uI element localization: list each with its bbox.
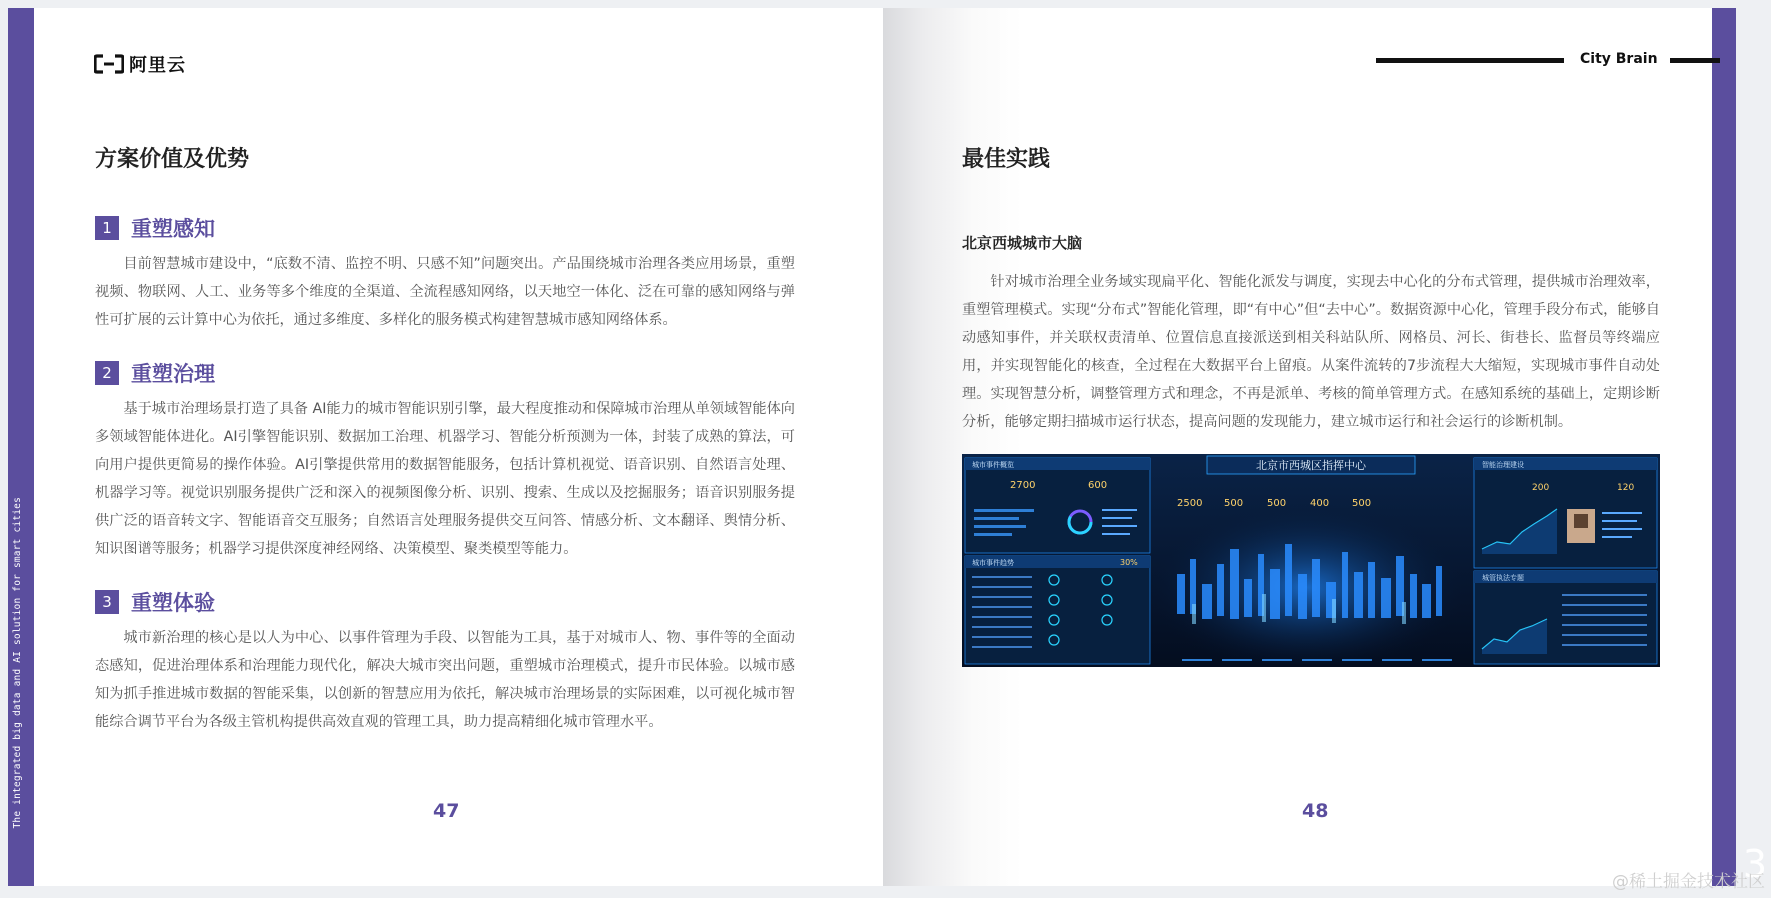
dashboard-screenshot <box>962 454 1660 667</box>
header-rule-right <box>1670 58 1720 63</box>
section-2 <box>95 359 795 563</box>
section-body: 基于城市治理场景打造了具备 AI能力的城市智能识别引擎，最大程度推动和保障城市治理从单领域智能体向多领域智能体进化。AI引擎智能识别、数据加工治理、机器学习、智能分析预测为一体，封装了成熟的算法，可向用户提供更简易的操作体验。AI引擎提供常用的数据智能服务，包括计算机视觉、语音识别、自然语言处理、机器学习等。视觉识别服务提供广泛和深入的视频图像分析、识别、搜索、生成以及挖掘服务；语音识别服务提供广泛的语音转文字、智能语音交互服务；自然语言处理服务提供交互问答、情感分析、文本翻译、舆情分析、知识图谱等服务；机器学习提供深度神经网络、决策模型、聚类模型等能力。 <box>95 401 795 557</box>
stat-small: 600 <box>1088 480 1108 491</box>
aliyun-logo-icon <box>94 54 124 74</box>
page-title-right: 最佳实践 <box>962 147 1051 172</box>
left-page <box>8 8 883 886</box>
center-stat: 500 <box>1267 498 1287 509</box>
section-heading <box>95 588 795 616</box>
section-number-badge: 3 <box>95 590 119 614</box>
section-3 <box>95 588 795 736</box>
vertical-tagline: The integrated big data and AI solution for smart cities <box>12 496 23 828</box>
case-body: 针对城市治理全业务域实现扁平化、智能化派发与调度，实现去中心化的分布式管理，提供城市治理效率，重塑管理模式。实现“分布式”智能化管理，即“有中心”但“去中心”。数据资源中心化，管理手段分布式，能够自动感知事件，并关联权责清单、位置信息直接派送到相关科站队所、网格员、河长、街巷长、监督员等终端应用，并实现智能化的核查，全过程在大数据平台上留痕。从案件流转的7步流程大大缩短，实现城市事件自动处理。实现智慧分析，调整管理方式和理念，不再是派单、考核的简单管理方式。在感知系统的基础上，定期诊断分析，能够定期扫描城市运行状态，提高问题的发现能力，建立城市运行和社会运行的诊断机制。 <box>962 274 1660 430</box>
corner-digit: 3 <box>1742 842 1767 886</box>
case-title: 北京西城城市大脑 <box>962 234 1083 252</box>
watermark: @稀土掘金技术社区 <box>1612 872 1765 892</box>
section-title: 重塑感知 <box>131 217 215 241</box>
center-stat: 2500 <box>1177 498 1203 509</box>
left-panel-title: 城市事件概览 <box>972 461 1014 469</box>
center-stat: 400 <box>1310 498 1330 509</box>
left-accent-bar <box>8 8 34 886</box>
right-page <box>883 8 1736 886</box>
stat-big: 2700 <box>1010 480 1036 491</box>
center-stat: 500 <box>1224 498 1244 509</box>
right-panel-title: 智能治理建设 <box>1482 461 1524 469</box>
page-number-right: 48 <box>1302 800 1329 822</box>
dashboard-title: 北京市西城区指挥中心 <box>1256 459 1366 472</box>
aliyun-logo <box>94 51 186 77</box>
left-panel2-title: 城市事件趋势 <box>972 559 1014 567</box>
page-number-left: 47 <box>433 800 460 822</box>
logo-text: 阿里云 <box>129 55 186 76</box>
section-heading <box>95 214 795 242</box>
section-number-badge: 1 <box>95 216 119 240</box>
book-spread <box>8 8 1736 886</box>
section-heading <box>95 359 795 387</box>
center-stat: 500 <box>1352 498 1372 509</box>
section-body: 目前智慧城市建设中，“底数不清、监控不明、只感不知”问题突出。产品围绕城市治理各类应用场景，重塑视频、物联网、人工、业务等多个维度的全渠道、全流程感知网络，以天地空一体化、泛在可靠的感知网络与弹性可扩展的云计算中心为依托，通过多维度、多样化的服务模式构建智慧城市感知网络体系。 <box>95 256 795 328</box>
stat-percent: 30% <box>1120 558 1138 567</box>
header-rule-left <box>1376 58 1564 63</box>
page-title-left: 方案价值及优势 <box>95 147 250 172</box>
right-panel2-title: 城管执法专题 <box>1482 574 1524 582</box>
section-title: 重塑体验 <box>131 591 215 615</box>
section-body: 城市新治理的核心是以人为中心、以事件管理为手段、以智能为工具，基于对城市人、物、事件等的全面动态感知，促进治理体系和治理能力现代化，解决大城市突出问题，重塑城市治理模式，提升市民体验。以城市感知为抓手推进城市数据的智能采集，以创新的智慧应用为依托，解决城市治理场景的实际困难，以可视化城市智能综合调节平台为各级主管机构提供高效直观的管理工具，助力提高精细化城市管理水平。 <box>95 630 795 730</box>
section-title: 重塑治理 <box>131 362 215 386</box>
header-label: City Brain <box>1580 51 1658 67</box>
right-accent-bar <box>1712 8 1736 886</box>
right-stat: 200 <box>1532 483 1550 493</box>
section-1 <box>95 214 795 334</box>
section-number-badge: 2 <box>95 361 119 385</box>
right-stat: 120 <box>1617 483 1635 493</box>
